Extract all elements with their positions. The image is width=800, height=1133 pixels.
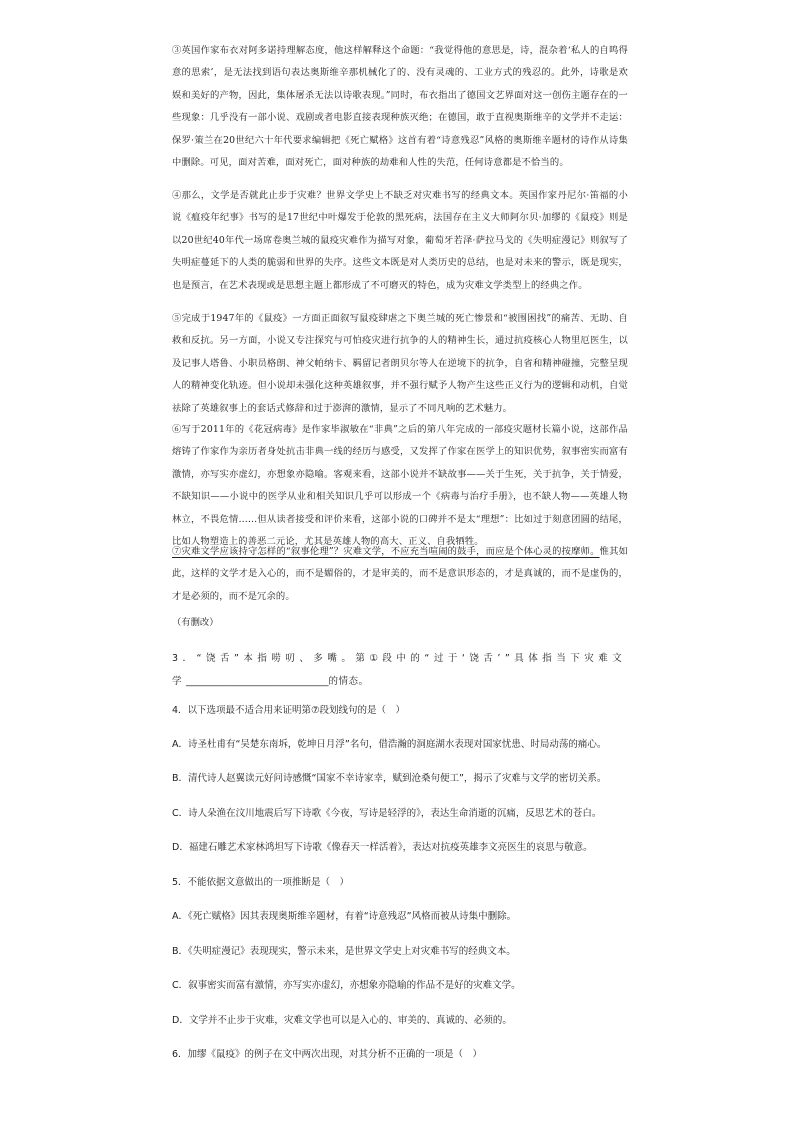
paragraph-7-rest: 惟其如此，这样的文学才是入心的，而不是媚俗的，才是审美的，而不是意识形态的，才是真诚的，而不是虚伪的，才是必须的，而不是冗余的。 — [172, 546, 629, 602]
question-4-stem: 4．以下选项最不适合用来证明第⑦段划线句的是（ ） — [172, 705, 406, 716]
question-4-option-b[interactable]: B．清代诗人赵翼读元好问诗感慨“国家不幸诗家幸，赋到沧桑句便工”，揭示了灾难与文学的密切关系。 — [172, 773, 607, 784]
question-5-option-d[interactable]: D．文学并不止步于灾难，灾难文学也可以是入心的、审美的、真诚的、必须的。 — [172, 1015, 512, 1026]
question-5-option-c[interactable]: C．叙事密实而富有激情，亦写实亦虚幻，亦想象亦隐喻的作品不是好的灾难文学。 — [172, 980, 521, 991]
question-3 — [172, 647, 628, 693]
question-3-tail: 的情态。 — [328, 676, 369, 687]
source-note: （有删改） — [172, 617, 219, 628]
question-5-option-a[interactable]: A．《死亡赋格》因其表现奥斯维辛题材，有着“诗意残忍”风格而被从诗集中删除。 — [172, 911, 517, 922]
question-3-blank[interactable]: ______________________________ — [186, 676, 329, 687]
question-4-option-c[interactable]: C．诗人朵渔在汶川地震后写下诗歌《今夜，写诗是轻浮的》，表达生命消逝的沉痛，反思艺术的苍白。 — [172, 808, 602, 819]
question-6-stem: 6．加缪《鼠疫》的例子在文中两次出现，对其分析不正确的一项是（ ） — [172, 1049, 483, 1060]
paragraph-7 — [172, 541, 628, 608]
question-5-stem: 5．不能依据文意做出的一项推断是（ ） — [172, 877, 350, 888]
paragraph-6: ⑥写于2011年的《花冠病毒》是作家毕淑敏在“非典”之后的第八年完成的一部疫灾题材长篇小说，这部作品熔铸了作家作为亲历者身处抗击非典一线的经历与感受，又发挥了作家在医学上的知识优势，叙事密实而富有激情，亦写实亦虚幻，亦想象亦隐喻。客观来看，这部小说并不缺故事——关于生死，关于抗争，关于情爱，不缺知识——小说中的医学从业和相关知识几乎可以形成一个《病毒与治疗手册》，也不缺人物——英雄人物林立，不畏危情……但从读者接受和评价来看，这部小说的口碑并不是太“理想”：比如过于刻意团圆的结尾，比如人物塑造上的善恶二元论，尤其是英雄人物的高大、正义、自我牺牲。 — [172, 424, 628, 548]
paragraph-3: ③英国作家布衣对阿多诺持理解态度，他这样解释这个命题：“我觉得他的意思是，诗，混杂着‘私人的自鸣得意的思索’，是无法找到语句表达奥斯维辛那机械化了的、没有灵魂的、工业方式的残忍的。此外，诗歌是欢娱和美好的产物，因此，集体屠杀无法以诗歌表现。”同时，布衣指出了德国文艺界面对这一创伤主题存在的一些现象：几乎没有一部小说、戏剧或者电影直接表现种族灭绝；在德国，敢于直视奥斯维辛的文学并不走运：保罗·策兰在20世纪六十年代要求编辑把《死亡赋格》这首有着“诗意残忍”风格的奥斯维辛题材的诗作从诗集中删除。可见，面对苦难，面对死亡，面对种族的劫难和人性的失范，任何诗意都是不恰当的。 — [172, 45, 628, 169]
question-4-option-a[interactable]: A．诗圣杜甫有“吴楚东南坼，乾坤日月浮”名句，借浩瀚的洞庭湖水表现对国家忧患、时局动荡的痛心。 — [172, 739, 607, 750]
paragraph-5: ⑤完成于1947年的《鼠疫》一方面正面叙写鼠疫肆虐之下奥兰城的死亡惨景和“被围困找”的痛苦、无助、自救和反抗。另一方面，小说又专注探究与可怕疫灾进行抗争的人的精神生长，通过抗疫核心人物里厄医生，以及记事人塔鲁、小职员格朗、神父帕纳卡、羁留记者朗贝尔等人在逆境下的抗争，自省和精神碰撞，完整呈现人的精神变化轨迹。但小说却未强化这种英雄叙事，并不强行赋予人物产生这些正义行为的逻辑和动机，自觉祛除了英雄叙事上的套话式修辞和过于澎湃的激情，显示了不同凡响的艺术魅力。 — [172, 313, 628, 414]
question-5-option-b[interactable]: B．《失明症漫记》表现现实，警示未来，是世界文学史上对灾难书写的经典文本。 — [172, 946, 516, 957]
paragraph-4: ④那么，文学是否就此止步于灾难？世界文学史上不缺乏对灾难书写的经典文本。英国作家丹尼尔·笛福的小说《瘟疫年纪事》书写的是17世纪中叶爆发于伦敦的黑死病，法国存在主义大师阿尔贝·加缪的《鼠疫》则是以20世纪40年代一场席卷奥兰城的鼠疫灾难作为描写对象，葡萄牙若泽·萨拉马戈的《失明症漫记》则叙写了失明症蔓延下的人类的脆弱和世界的失序。这些文本既是对人类历史的总结，也是对未来的警示，既是现实，也是预言，在艺术表现或是思想主题上都形成了不可磨灭的特色，成为灾难文学类型上的经典之作。 — [172, 190, 628, 291]
question-4-option-d[interactable]: D．福建石雕艺术家林鸿坦写下诗歌《像春天一样活着》，表达对抗疫英雄李文亮医生的哀思与敬意。 — [172, 842, 593, 853]
underlined-sentence: ⑦灾难文学应该持守怎样的“叙事伦理”？灾难文学，不应充当喧闹的鼓手，而应是个体心灵的按摩师。 — [172, 546, 600, 557]
question-3-text: 3．“饶舌”本指唠叨、多嘴。第①段中的“过于‘饶舌’”具体指当下灾难文学 — [172, 653, 627, 687]
